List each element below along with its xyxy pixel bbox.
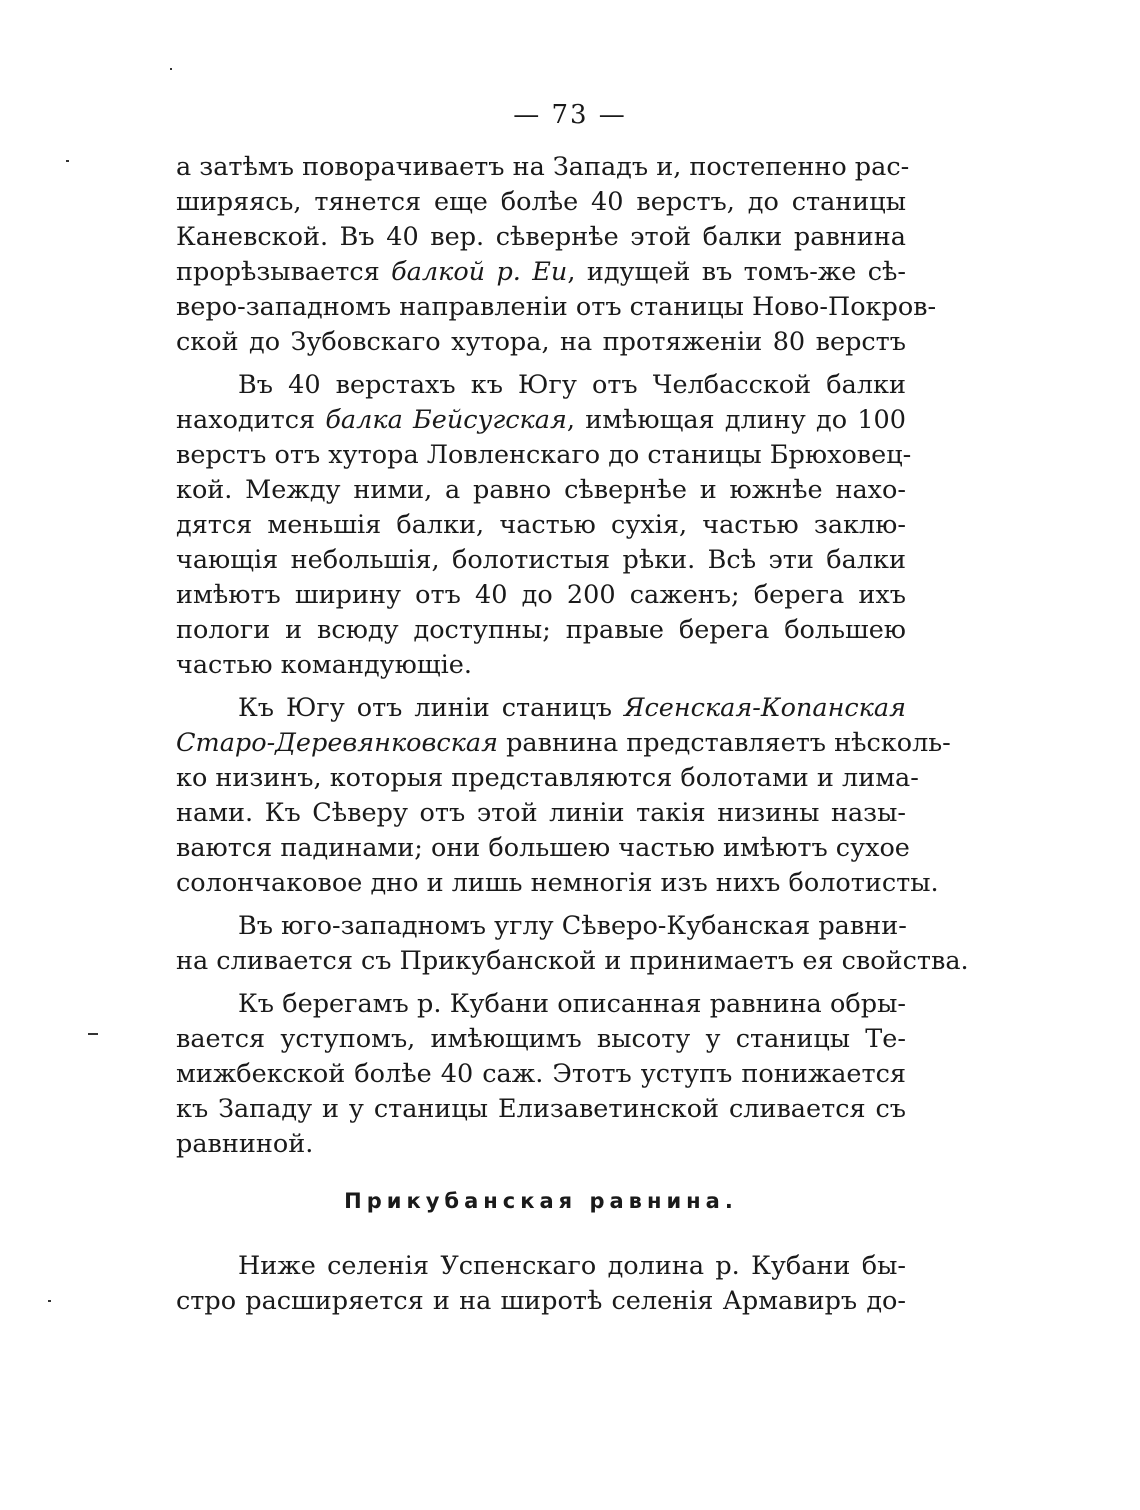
paragraph-5 (176, 987, 906, 1162)
text-line: кой. Между ними, а равно сѣвернѣе и южнѣе нахо- (176, 475, 906, 505)
page-number: — 73 — (513, 100, 627, 130)
text-line: имѣютъ ширину отъ 40 до 200 саженъ; берега ихъ (176, 580, 906, 610)
text-line: Въ 40 верстахъ къ Югу отъ Челбасской балки (238, 370, 906, 400)
paragraph-2 (176, 368, 912, 683)
text-line: а затѣмъ поворачиваетъ на Западъ и, постепенно рас- (176, 152, 910, 182)
text-line: чающiя небольшiя, болотистыя рѣки. Всѣ эти балки (176, 545, 906, 575)
text-line: Къ Югу отъ линiи станицъ Ясенская-Копанская (238, 693, 906, 723)
text-line: Каневской. Въ 40 вер. сѣвернѣе этой балки равнина (176, 222, 906, 252)
text-line: Къ берегамъ р. Кубани описанная равнина обры- (238, 989, 906, 1019)
text-line: Въ юго-западномъ углу Сѣверо-Кубанская равни- (238, 911, 907, 941)
paragraph-4 (176, 909, 969, 979)
paragraph-6 (176, 1249, 906, 1319)
text-line: ской до Зубовскаго хутора, на протяженiи 80 верстъ (176, 327, 906, 357)
text-line: равниной. (176, 1129, 314, 1159)
text-line: вается уступомъ, имѣющимъ высоту у станицы Те- (176, 1024, 906, 1054)
text-line: къ Западу и у станицы Елизаветинской сливается съ (176, 1094, 906, 1124)
text-line: на сливается съ Прикубанской и принимаетъ ея свойства. (176, 946, 969, 976)
text-line: прорѣзывается балкой р. Еи, идущей въ томъ-же сѣ- (176, 257, 907, 287)
text-line: дятся меньшiя балки, частью сухiя, частью заклю- (176, 510, 906, 540)
text-line: находится балка Бейсугская, имѣющая длину до 100 (176, 405, 906, 435)
text-line: верстъ отъ хутора Ловленскаго до станицы Брюховец- (176, 440, 912, 470)
italic-place-name: Ясенская-Копанская (623, 693, 906, 723)
text-line: ко низинъ, которыя представляются болотами и лима- (176, 763, 919, 793)
paragraph-1 (176, 150, 937, 360)
text-line: ширяясь, тянется еще болѣе 40 верстъ, до станицы (176, 187, 906, 217)
italic-place-name: балкой р. Еи (391, 257, 568, 287)
text-line: стро расширяется и на широтѣ селенiя Армавиръ до- (176, 1286, 906, 1316)
text-line: веро-западномъ направленiи отъ станицы Ново-Покров- (176, 292, 937, 322)
text-line: солончаковое дно и лишь немногiя изъ нихъ болотисты. (176, 868, 939, 898)
italic-place-name: Старо-Деревянковская (176, 728, 498, 758)
page-body (176, 150, 969, 1327)
paragraph-3 (176, 691, 951, 901)
text-line: Старо-Деревянковская равнина представляетъ нѣсколь- (176, 728, 951, 758)
italic-place-name: балка Бейсугская (325, 405, 567, 435)
text-line: частью командующiе. (176, 650, 472, 680)
text-line: пологи и всюду доступны; правые берега большею (176, 615, 906, 645)
text-line: мижбекской болѣе 40 саж. Этотъ уступъ понижается (176, 1059, 906, 1089)
text-line: Ниже селенiя Успенскаго долина р. Кубани бы- (238, 1251, 906, 1281)
text-line: ваются падинами; они большею частью имѣютъ сухое (176, 833, 910, 863)
text-line: нами. Къ Сѣверу отъ этой линiи такiя низины назы- (176, 798, 906, 828)
section-heading: Прикубанская равнина. (344, 1189, 738, 1213)
